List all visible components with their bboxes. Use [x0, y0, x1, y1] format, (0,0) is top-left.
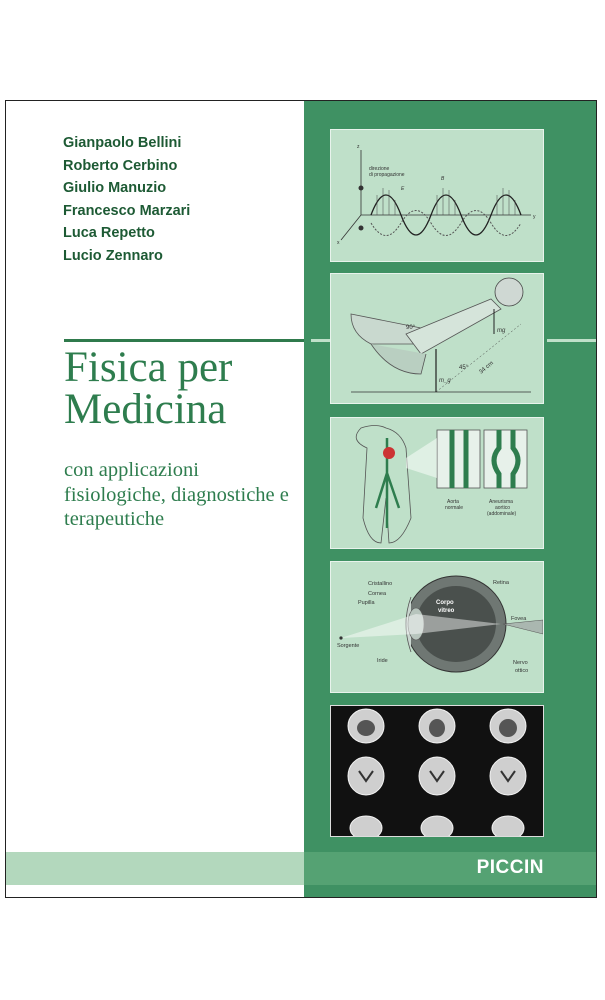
book-subtitle: con applicazioni fisiologiche, diagnostiche e terapeutiche — [64, 459, 289, 530]
aneurysm-label-2: aortico — [495, 505, 511, 511]
field-e-label: E — [401, 186, 405, 192]
author-name: Lucio Zennaro — [63, 247, 163, 264]
aorta-normal-label: Aorta — [447, 499, 459, 505]
bottom-band-left — [6, 852, 304, 885]
bottom-band-right — [304, 852, 597, 885]
retina-label: Retina — [493, 580, 509, 586]
direction-label: direzione — [369, 166, 390, 172]
book-title: Fisica per Medicina — [64, 344, 233, 433]
aneurysm-label-3: (addominale) — [487, 511, 517, 517]
title-rule-right-end — [547, 339, 597, 342]
fovea-label: Fovea — [511, 616, 527, 622]
title-rule — [64, 339, 304, 342]
cornea-label: Cornea — [368, 591, 387, 597]
vitreous-label-2: vitreo — [438, 608, 455, 614]
aneurysm-label: Aneurisma — [489, 499, 513, 505]
field-b-label: B — [441, 176, 445, 182]
axis-z-label: z — [357, 144, 360, 150]
arm-illustration — [330, 273, 544, 404]
axis-x-label: x — [337, 240, 340, 246]
axis-y-label: y — [533, 214, 536, 220]
eye-diagram — [331, 562, 543, 692]
aorta-illustration — [330, 417, 544, 549]
eye-illustration — [330, 561, 544, 693]
mmg-label: m_g — [439, 378, 451, 384]
aorta-normal-label-2: normale — [445, 505, 464, 511]
pupil-label: Pupilla — [358, 600, 375, 606]
mg-label: mg — [497, 328, 506, 334]
author-name: Luca Repetto — [63, 225, 155, 241]
author-name: Francesco Marzari — [63, 202, 191, 219]
author-list — [63, 132, 190, 267]
author-name: Gianpaolo Bellini — [63, 135, 182, 151]
author-name: Roberto Cerbino — [63, 157, 178, 174]
distance-label: 34 cm — [478, 360, 495, 376]
book-cover — [5, 100, 597, 898]
ct-scans-grid — [331, 706, 543, 836]
nerve-label: Nervo — [513, 660, 528, 666]
lens-label: Cristallino — [368, 581, 393, 587]
angle-45-label: 45° — [459, 365, 469, 371]
publisher-logo: PICCIN — [476, 857, 544, 878]
aorta-diagram — [331, 418, 543, 548]
wave-illustration — [330, 129, 544, 262]
author-name: Giulio Manuzio — [63, 180, 167, 196]
iris-label: Iride — [377, 658, 388, 664]
arm-diagram — [331, 274, 543, 403]
direction-label-2: di propagazione — [369, 172, 405, 178]
angle-90-label: 90° — [406, 325, 416, 331]
vitreous-label: Corpo — [436, 600, 454, 606]
wave-diagram — [331, 130, 543, 261]
nerve-label-2: ottico — [515, 668, 529, 674]
ct-scans-illustration — [330, 705, 544, 837]
title-rule-right — [311, 339, 331, 342]
source-label: Sorgente — [337, 643, 360, 649]
